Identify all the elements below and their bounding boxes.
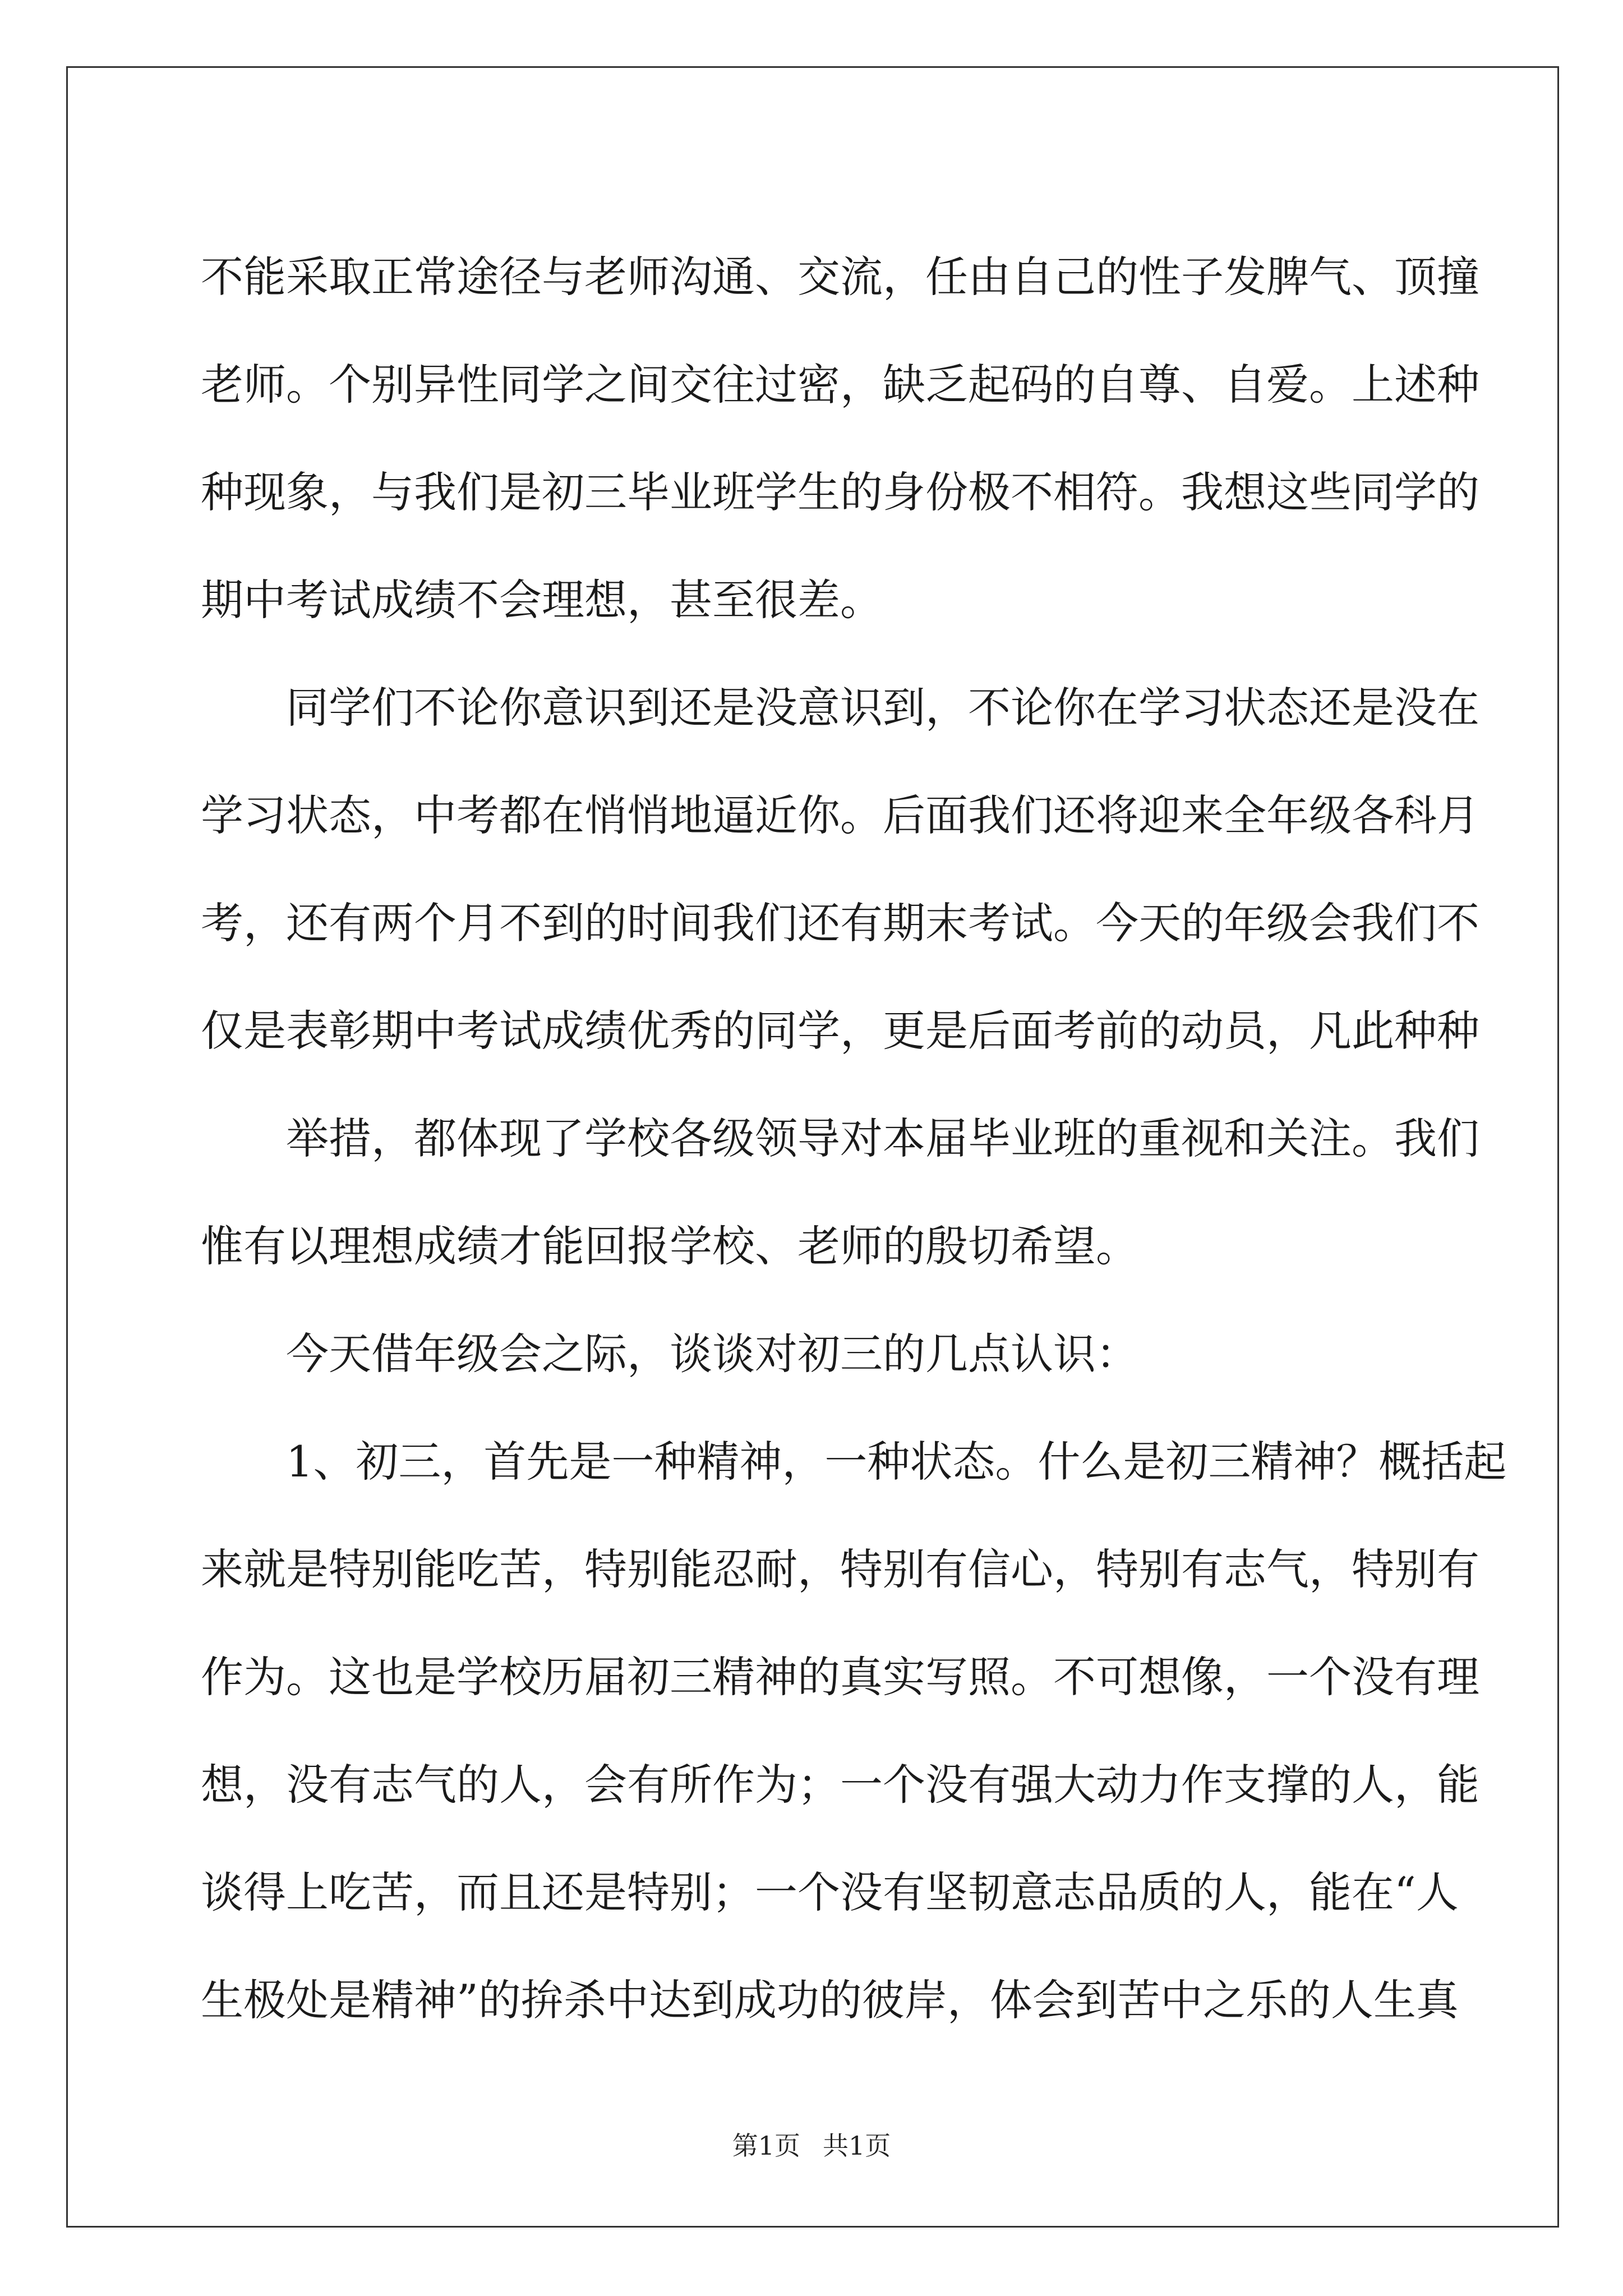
text-line: 考，还有两个月不到的时间我们还有期末考试。今天的年级会我们不: [201, 898, 1479, 948]
text-line: 仅是表彰期中考试成绩优秀的同学，更是后面考前的动员，凡此种种: [201, 1006, 1479, 1056]
text-line: 1、初三，首先是一种精神，一种状态。什么是初三精神？概括起: [286, 1437, 1507, 1487]
document-body: [201, 223, 1507, 2054]
text-line: 举措，都体现了学校各级领导对本届毕业班的重视和关注。我们: [286, 1114, 1479, 1163]
text-line: 老师。个别异性同学之间交往过密，缺乏起码的自尊、自爱。上述种: [201, 360, 1479, 409]
text-line: 来就是特别能吃苦，特别能忍耐，特别有信心，特别有志气，特别有: [201, 1544, 1479, 1594]
page-total: 共1页: [823, 2131, 891, 2161]
text-line: 今天借年级会之际，谈谈对初三的几点认识：: [286, 1329, 1138, 1379]
page-footer: [0, 2129, 1623, 2162]
text-line: 想，没有志气的人，会有所作为；一个没有强大动力作支撑的人，能: [201, 1760, 1479, 1810]
text-line: 惟有以理想成绩才能回报学校、老师的殷切希望。: [201, 1221, 1138, 1271]
text-line: 同学们不论你意识到还是没意识到，不论你在学习状态还是没在: [286, 683, 1479, 733]
page-number: 第1页: [732, 2131, 800, 2161]
text-line: 学习状态，中考都在悄悄地逼近你。后面我们还将迎来全年级各科月: [201, 790, 1479, 840]
text-line: 期中考试成绩不会理想，甚至很差。: [201, 575, 883, 625]
text-line: 作为。这也是学校历届初三精神的真实写照。不可想像，一个没有理: [201, 1652, 1479, 1702]
text-line: 生极处是精神”的拚杀中达到成功的彼岸，体会到苦中之乐的人生真: [201, 1975, 1459, 2025]
text-line: 不能采取正常途径与老师沟通、交流，任由自己的性子发脾气、顶撞: [201, 252, 1479, 302]
text-line: 谈得上吃苦，而且还是特别；一个没有坚韧意志品质的人，能在“人: [201, 1867, 1459, 1917]
text-line: 种现象，与我们是初三毕业班学生的身份极不相符。我想这些同学的: [201, 467, 1479, 517]
